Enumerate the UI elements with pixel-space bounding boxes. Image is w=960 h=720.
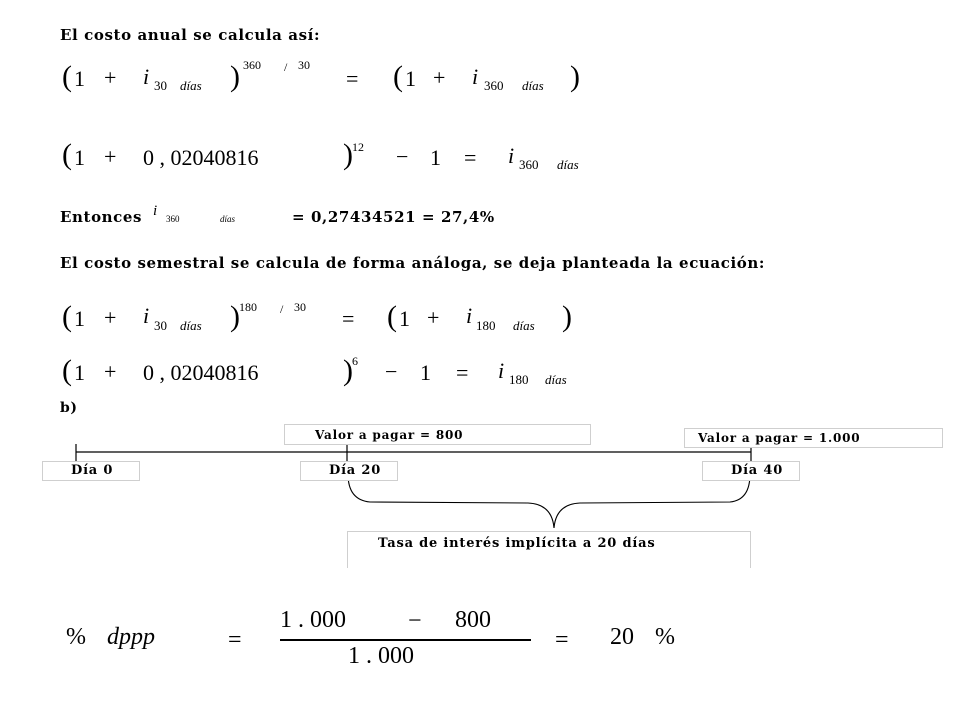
eq4-plus: + — [104, 359, 117, 384]
eq2-rate-value: 0 , 02040816 — [143, 145, 259, 170]
eq2-right-paren: ) — [343, 138, 353, 171]
eq1-i: i — [143, 64, 150, 89]
eq4-rate-value: 0 , 02040816 — [143, 360, 259, 385]
dppp-numerator-a: 1 . 000 — [280, 607, 346, 633]
eq3-sub-number: 30 — [154, 318, 167, 333]
result-value: = 0,27434521 = 27,4% — [292, 208, 495, 226]
eq4-exponent: 6 — [352, 354, 358, 368]
curly-brace — [348, 474, 750, 528]
eq2-sub-number: 360 — [519, 157, 539, 172]
eq3-r-i: i — [466, 303, 473, 328]
eq3-right-paren: ) — [230, 300, 240, 333]
eq3-r-left-paren: ( — [387, 300, 397, 333]
eq3-exponent-30: 30 — [294, 300, 306, 314]
eq3-sub-dias: días — [180, 318, 202, 333]
eq3-r-one: 1 — [399, 306, 410, 331]
eq1-r-left-paren: ( — [393, 60, 403, 93]
eq1-exponent-30: 30 — [298, 58, 310, 72]
eq4-left-paren: ( — [62, 354, 72, 387]
eq1-r-one: 1 — [405, 66, 416, 91]
dppp-variable: dppp — [107, 624, 155, 650]
eq1-r-sub-dias: días — [522, 78, 544, 93]
eq2-equals: = — [464, 145, 477, 170]
eq3-one: 1 — [74, 306, 85, 331]
dppp-result: 20 — [610, 624, 634, 650]
eq4-sub-dias: días — [545, 372, 567, 387]
day40-label: Día 40 — [731, 463, 784, 478]
eq2-left-paren: ( — [62, 138, 72, 171]
heading-annual: El costo anual se calcula así: — [60, 26, 321, 44]
eq4-i: i — [498, 358, 505, 383]
eq1-equals: = — [346, 66, 359, 91]
eq1-plus: + — [104, 65, 117, 90]
dppp-numerator-minus: − — [408, 608, 422, 634]
eq1-sub-dias: días — [180, 78, 202, 93]
eq1-one: 1 — [74, 66, 85, 91]
dppp-equals-2: = — [555, 627, 569, 653]
eq2-sub-dias: días — [557, 157, 579, 172]
dppp-fraction-bar — [280, 639, 531, 641]
eq3-i: i — [143, 303, 150, 328]
eq3-r-right-paren: ) — [562, 300, 572, 333]
eq2-exponent: 12 — [352, 140, 364, 154]
eq1-r-sub-number: 360 — [484, 78, 504, 93]
eq1-r-plus: + — [433, 65, 446, 90]
eq1-right-paren: ) — [230, 60, 240, 93]
rate-label: Tasa de interés implícita a 20 días — [378, 536, 656, 551]
rate-box — [347, 531, 751, 568]
result-sub-dias: días — [220, 214, 236, 224]
heading-semester: El costo semestral se calcula de forma análoga, se deja planteada la ecuación: — [60, 254, 766, 272]
eq2-one-b: 1 — [430, 145, 441, 170]
eq2-i: i — [508, 143, 515, 168]
eq4-sub-number: 180 — [509, 372, 529, 387]
pay-800-label: Valor a pagar = 800 — [315, 428, 464, 442]
eq4-equals: = — [456, 360, 469, 385]
pay-1000-box — [684, 428, 943, 448]
eq4-minus: − — [385, 359, 398, 384]
dppp-numerator-b: 800 — [455, 607, 491, 633]
pay-1000-label: Valor a pagar = 1.000 — [698, 431, 861, 445]
eq4-one-b: 1 — [420, 360, 431, 385]
result-label: Entonces — [60, 208, 143, 226]
eq3-r-sub-number: 180 — [476, 318, 496, 333]
part-b-label: b) — [60, 400, 78, 416]
eq3-r-plus: + — [427, 305, 440, 330]
day20-box — [300, 461, 398, 481]
eq1-sub-number: 30 — [154, 78, 167, 93]
eq1-exponent-slash: / — [284, 60, 288, 74]
eq1-r-i: i — [472, 64, 479, 89]
eq2-minus: − — [396, 144, 409, 169]
eq3-exponent-180: 180 — [239, 300, 257, 314]
eq2-one: 1 — [74, 145, 85, 170]
day0-box — [42, 461, 140, 481]
eq3-exponent-slash: / — [280, 302, 284, 316]
eq4-one: 1 — [74, 360, 85, 385]
day20-label: Día 20 — [329, 463, 382, 478]
eq2-plus: + — [104, 144, 117, 169]
dppp-denominator: 1 . 000 — [348, 643, 414, 669]
eq1-left-paren: ( — [62, 60, 72, 93]
dppp-percent: % — [66, 624, 86, 650]
dppp-result-percent: % — [655, 624, 675, 650]
eq3-left-paren: ( — [62, 300, 72, 333]
day40-box — [702, 461, 800, 481]
pay-800-box — [284, 424, 591, 445]
eq4-right-paren: ) — [343, 354, 353, 387]
eq1-r-right-paren: ) — [570, 60, 580, 93]
result-sub-number: 360 — [166, 214, 180, 224]
eq3-equals: = — [342, 306, 355, 331]
eq3-plus: + — [104, 305, 117, 330]
eq1-exponent-360: 360 — [243, 58, 261, 72]
dppp-equals: = — [228, 627, 242, 653]
result-i: i — [153, 203, 158, 219]
day0-label: Día 0 — [71, 463, 114, 478]
eq3-r-sub-dias: días — [513, 318, 535, 333]
